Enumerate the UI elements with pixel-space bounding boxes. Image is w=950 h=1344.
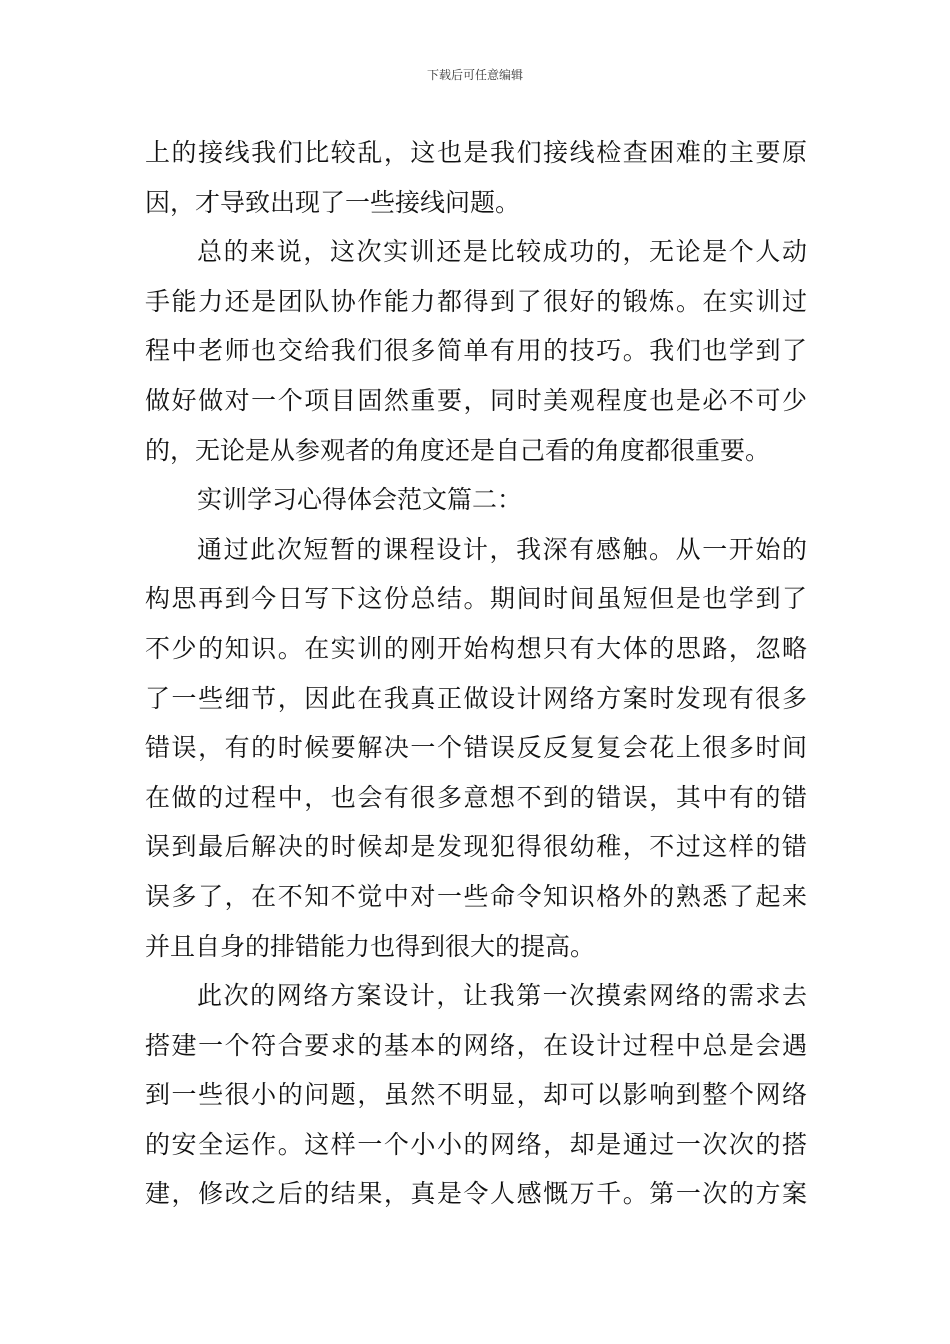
- text-line: 误到最后解决的时候却是发现犯得很幼稚，不过这样的错: [145, 832, 807, 862]
- text-line: 并且自身的排错能力也得到很大的提高。: [145, 931, 596, 961]
- text-line: 程中老师也交给我们很多简单有用的技巧。我们也学到了: [145, 336, 807, 366]
- body-text: [145, 128, 807, 1219]
- text-line: 做好做对一个项目固然重要，同时美观程度也是必不可少: [145, 385, 807, 415]
- text-line: 通过此次短暂的课程设计，我深有感触。从一开始的: [197, 534, 807, 564]
- text-line: 此次的网络方案设计，让我第一次摸索网络的需求去: [197, 981, 807, 1011]
- text-line: 因，才导致出现了一些接线问题。: [145, 187, 521, 217]
- text-line: 在做的过程中，也会有很多意想不到的错误，其中有的错: [145, 782, 807, 812]
- text-line: 构思再到今日写下这份总结。期间时间虽短但是也学到了: [145, 584, 807, 614]
- text-line: 错误，有的时候要解决一个错误反反复复会花上很多时间: [145, 733, 807, 763]
- text-line: 不少的知识。在实训的刚开始构想只有大体的思路，忽略: [145, 633, 807, 663]
- text-line: 的，无论是从参观者的角度还是自己看的角度都很重要。: [145, 435, 771, 465]
- text-line: 总的来说，这次实训还是比较成功的，无论是个人动: [197, 237, 807, 267]
- text-line: 建，修改之后的结果，真是令人感慨万千。第一次的方案: [145, 1179, 807, 1209]
- text-line: 了一些细节，因此在我真正做设计网络方案时发现有很多: [145, 683, 807, 713]
- text-line: 搭建一个符合要求的基本的网络，在设计过程中总是会遇: [145, 1030, 807, 1060]
- text-line: 实训学习心得体会范文篇二：: [197, 485, 523, 515]
- page-header: 下载后可任意编辑: [426, 68, 523, 82]
- text-line: 手能力还是团队协作能力都得到了很好的锻炼。在实训过: [145, 286, 807, 316]
- text-line: 到一些很小的问题，虽然不明显，却可以影响到整个网络: [145, 1080, 807, 1110]
- text-line: 误多了，在不知不觉中对一些命令知识格外的熟悉了起来: [145, 881, 807, 911]
- text-line: 上的接线我们比较乱，这也是我们接线检查困难的主要原: [145, 138, 807, 167]
- text-line: 的安全运作。这样一个小小的网络，却是通过一次次的搭: [145, 1129, 807, 1159]
